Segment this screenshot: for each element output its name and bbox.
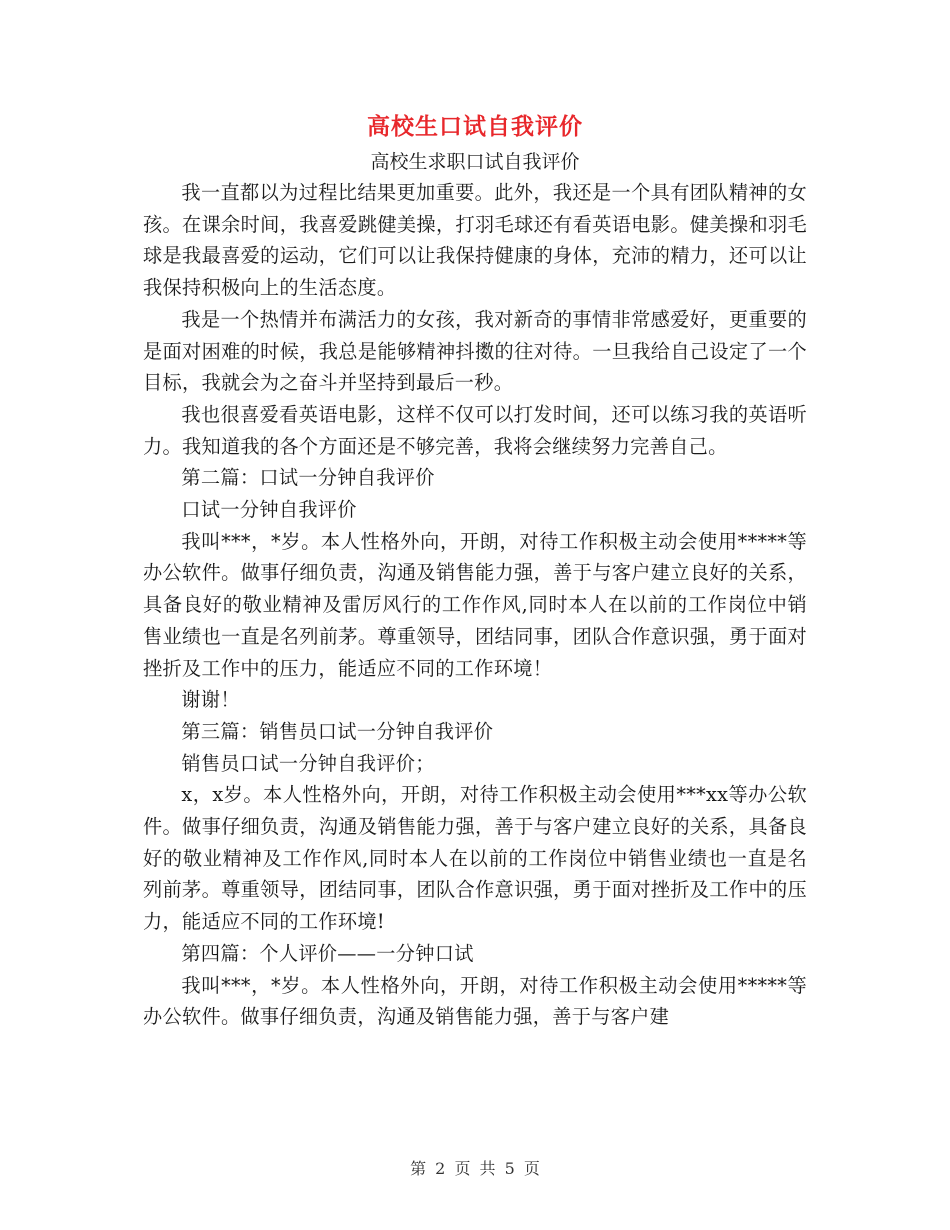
paragraph: 谢谢！ [181, 688, 240, 712]
section-subheading: 销售员口试一分钟自我评价； [181, 751, 435, 775]
paragraph: x，x岁。本人性格外向，开朗，对待工作积极主动会使用***xx等办公软件。做事仔细负责，沟通及销售能力强，善于与客户建立良好的关系，具备良好的敬业精神及工作作风,同时本人在以前的工作岗位中销售业绩也一直是名列前茅。尊重领导，团结同事，团队合作意识强，勇于面对挫折及工作中的压力，能适应不同的工作环境! [143, 783, 807, 934]
paragraph: 我是一个热情并布满活力的女孩，我对新奇的事情非常感爱好，更重要的是面对困难的时候，我总是能够精神抖擞的往对待。一旦我给自己设定了一个目标，我就会为之奋斗并坚持到最后一秒。 [143, 307, 807, 395]
document-body [143, 177, 807, 1033]
section-heading: 第四篇：个人评价——一分钟口试 [181, 941, 474, 965]
paragraph: 我一直都以为过程比结果更加重要。此外，我还是一个具有团队精神的女孩。在课余时间，我喜爱跳健美操，打羽毛球还有看英语电影。健美操和羽毛球是我最喜爱的运动，它们可以让我保持健康的身体，充沛的精力，还可以让我保持积极向上的生活态度。 [143, 181, 807, 300]
section-heading: 第三篇：销售员口试一分钟自我评价 [181, 719, 494, 743]
paragraph: 我叫***，*岁。本人性格外向，开朗，对待工作积极主动会使用*****等办公软件。做事仔细负责，沟通及销售能力强，善于与客户建立良好的关系，具备良好的敬业精神及雷厉风行的工作作风,同时本人在以前的工作岗位中销售业绩也一直是名列前茅。尊重领导，团结同事，团队合作意识强，勇于面对挫折及工作中的压力，能适应不同的工作环境！ [143, 529, 807, 680]
document-subtitle: 高校生求职口试自我评价 [370, 151, 580, 173]
paragraph: 我也很喜爱看英语电影，这样不仅可以打发时间，还可以练习我的英语听力。我知道我的各个方面还是不够完善，我将会继续努力完善自己。 [143, 402, 807, 458]
section-subheading: 口试一分钟自我评价 [181, 498, 357, 522]
page-number-footer: 第 2 页 共 5 页 [410, 1159, 540, 1178]
section-heading: 第二篇：口试一分钟自我评价 [181, 466, 435, 490]
paragraph: 我叫***，*岁。本人性格外向，开朗，对待工作积极主动会使用*****等办公软件。做事仔细负责，沟通及销售能力强，善于与客户建 [143, 973, 807, 1029]
document-title: 高校生口试自我评价 [367, 113, 583, 140]
